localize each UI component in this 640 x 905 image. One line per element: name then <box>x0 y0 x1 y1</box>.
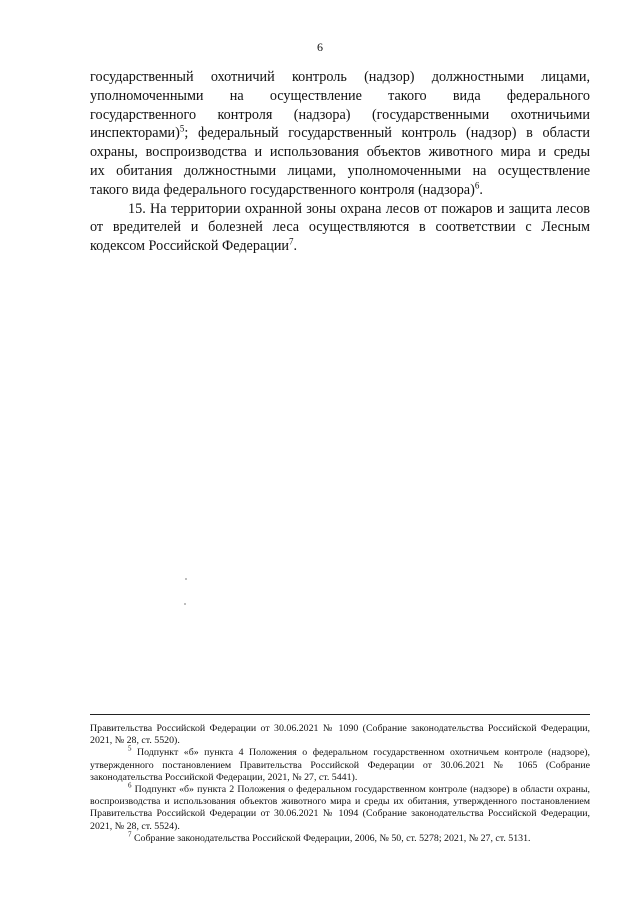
text-fragment: . <box>479 181 483 198</box>
footnote-continuation: Правительства Российской Федерации от 30.06.2021 № 1090 (Собрание законодательства Российской Федерации, 2021, № 28, ст. 5520). <box>90 723 590 747</box>
footnotes-section <box>90 714 590 845</box>
page-number: 6 <box>317 40 323 54</box>
text-fragment: инспекторами) <box>90 125 180 142</box>
scan-speck <box>184 603 186 605</box>
footnote-text: Подпункт «б» пункта 2 Положения о федеральном государственном контроле (надзоре) в области охраны, воспроизводства и использования объектов животного мира и среды их обитания, утвержденного постановлением Правительства Российской Федерации от 30.06.2021 № 1094 (Собрание законодательства Российской Федерации, 2021, № 28, ст. 5524). <box>90 784 590 832</box>
text-line: их обитания должностными лицами, уполномоченными на осуществление <box>90 162 590 179</box>
text-line: охраны, воспроизводства и использования объектов животного мира и среды <box>90 144 590 161</box>
text-fragment: . <box>293 238 298 255</box>
footnote-text: Собрание законодательства Российской Федерации, 2006, № 50, ст. 5278; 2021, № 27, ст. 5131. <box>131 832 531 844</box>
footnote-number: 5 <box>128 745 132 754</box>
text-line: государственного контроля (надзора) (государственными охотничьими <box>90 106 590 123</box>
text-line <box>90 181 590 200</box>
text-fragment: такого вида федерального государственного контроля (надзора) <box>90 181 475 198</box>
footnote-ref-7[interactable]: 7 <box>289 236 294 247</box>
text-fragment: ; федеральный государственный контроль (надзор) в области <box>184 125 590 142</box>
footnote-ref-6[interactable]: 6 <box>474 180 480 191</box>
text-line: уполномоченными на осуществление такого вида федерального <box>90 87 590 104</box>
footnote-ref-5[interactable]: 5 <box>179 123 185 134</box>
footnote-text: Подпункт «б» пункта 4 Положения о федеральном государственном охотничьем контроле (надзоре), утвержденного постановлением Правительства Российской Федерации от 30.06.2021 № 1065 (Собрание законодательства Российской Федерации, 2021, № 27, ст. 5441). <box>90 747 590 783</box>
paragraph-continuation <box>90 68 590 200</box>
footnote-number: 6 <box>128 781 132 790</box>
paragraph-text: 15. На территории охранной зоны охрана лесов от пожаров и защита лесов от вредителей и болезней леса осуществляются в соответствии с Лесным кодексом Российской Федерации <box>90 200 590 255</box>
text-line: государственный охотничий контроль (надзор) должностными лицами, <box>90 69 590 85</box>
paragraph-15 <box>90 200 590 256</box>
footnote-number: 7 <box>128 830 132 839</box>
footnote-7 <box>90 830 590 845</box>
footnote-6 <box>90 781 590 833</box>
scan-speck <box>185 578 187 580</box>
text-line <box>90 124 590 143</box>
footnote-5 <box>90 747 590 784</box>
main-text <box>90 68 590 256</box>
